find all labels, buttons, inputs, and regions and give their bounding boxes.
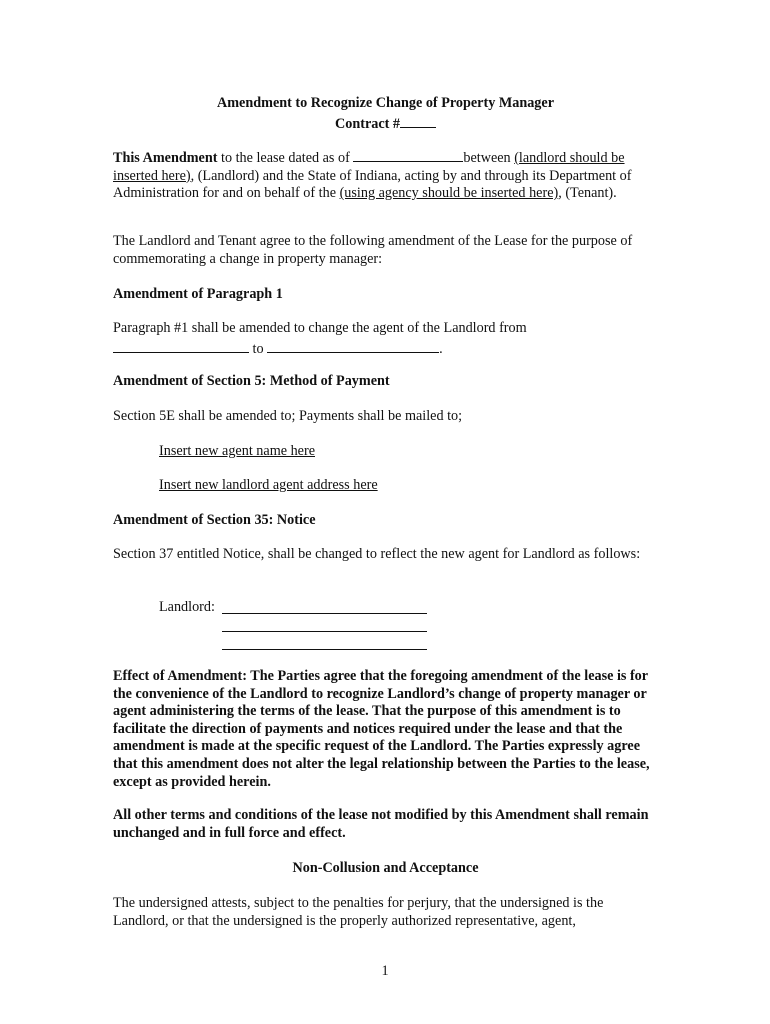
contract-number-blank[interactable]: [400, 113, 436, 128]
intro-lead: This Amendment: [113, 150, 218, 166]
intro-text-2: between: [463, 150, 515, 166]
para1-text: Paragraph #1 shall be amended to change the agent of the Landlord from: [113, 320, 527, 336]
section5-heading: Amendment of Section 5: Method of Payment: [113, 373, 390, 389]
landlord-line-2[interactable]: [222, 617, 427, 632]
landlord-placeholder: (landlord should be inserted here): [113, 150, 625, 184]
insert-agent-name: Insert new agent name here: [159, 443, 315, 459]
section37-paragraph: Section 37 entitled Notice, shall be changed to reflect the new agent for Landlord as follows:: [113, 546, 641, 562]
intro-paragraph: [113, 147, 658, 203]
para1-paragraph: [113, 320, 658, 358]
para1-end: .: [439, 340, 443, 357]
page-number: 1: [381, 963, 389, 979]
intro-text-4: , (Tenant).: [558, 185, 617, 202]
lease-date-blank[interactable]: [353, 147, 463, 162]
landlord-line-1[interactable]: [222, 599, 427, 614]
landlord-address-block: [159, 599, 459, 653]
insert-agent-address: Insert new landlord agent address here: [159, 477, 378, 493]
para1-to: to: [249, 340, 268, 357]
noncollusion-paragraph: The undersigned attests, subject to the penalties for perjury, that the undersigned is the Landlord, or that the undersigned is the properly authorized representative, agent,: [113, 895, 604, 929]
new-agent-blank[interactable]: [267, 338, 439, 353]
document-title: [113, 95, 658, 133]
effect-paragraph: Effect of Amendment: The Parties agree that the foregoing amendment of the lease is for the convenience of the Landlord to recognize Landlord’s change of property manager or agent administering the terms of the lease. That the purpose of this amendment is to facilitate the direction of payments and notices required under the lease and that the amendment is made at the specific request of the Landlord. The Parties expressly agree that this amendment does not alter the legal relationship between the Parties to the lease, except as provided herein.: [113, 668, 650, 790]
section35-heading: Amendment of Section 35: Notice: [113, 512, 316, 528]
section5-paragraph: Section 5E shall be amended to; Payments shall be mailed to;: [113, 408, 463, 424]
old-agent-blank[interactable]: [113, 338, 249, 353]
para1-heading: Amendment of Paragraph 1: [113, 286, 283, 302]
title-line-2: Contract #: [334, 115, 400, 132]
landlord-label: Landlord:: [159, 599, 215, 615]
agency-placeholder: (using agency should be inserted here): [339, 185, 559, 202]
intro-text-3: , (Landlord) and the State of Indiana, acting by and through its Department of Administration for and on behalf of the: [113, 167, 632, 202]
noncollusion-heading: Non-Collusion and Acceptance: [292, 860, 479, 876]
intro-text-1: to the lease dated as of: [217, 150, 354, 166]
agreement-paragraph: The Landlord and Tenant agree to the following amendment of the Lease for the purpose of commemorating a change in property manager:: [113, 233, 633, 267]
title-line-1: Amendment to Recognize Change of Property Manager: [216, 95, 554, 111]
landlord-line-3[interactable]: [222, 635, 427, 650]
other-terms-paragraph: All other terms and conditions of the lease not modified by this Amendment shall remain unchanged and in full force and effect.: [113, 807, 649, 841]
